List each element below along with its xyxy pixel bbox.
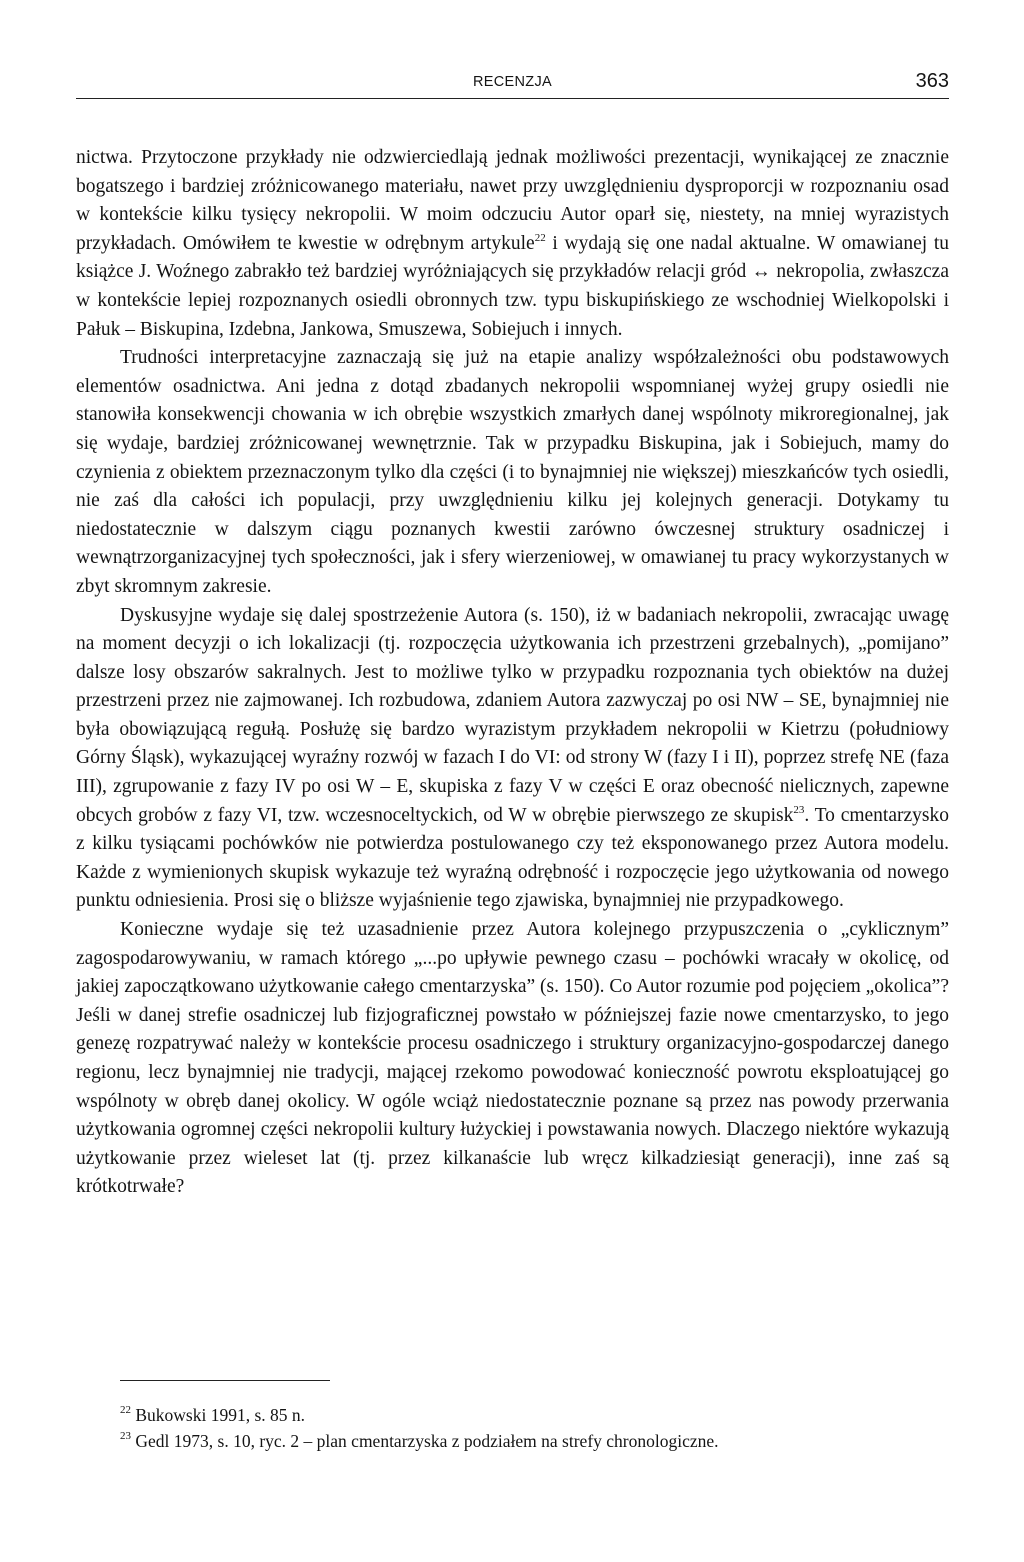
footnote-divider xyxy=(120,1380,330,1381)
paragraph-1-text-b: i wydają się one nadal aktualne. W omawianej tu książce J. Woźnego zabrakło też bardziej wyróżniających się przykładów relacji gród ↔ nekropolia, zwłaszcza w kontekście lepiej rozpoznanych osiedli obronnych tzw. typu biskupińskiego ze wschodniej Wielkopolski i Pałuk – Biskupina, Izdebna, Jankowa, Smuszewa, Sobiejuch i innych. xyxy=(76,232,949,340)
footnote-23 xyxy=(120,1428,950,1454)
footnote-ref-23: 23 xyxy=(793,803,805,816)
footnote-mark: 22 xyxy=(120,1404,131,1416)
paragraph-4: Konieczne wydaje się też uzasadnienie przez Autora kolejnego przypuszczenia o „cyklicznym” zagospodarowywaniu, w ramach którego „...po upływie pewnego czasu – pochówki wracały w okolicę, od jakiej zapoczątkowano użytkowanie całego cmentarzyska” (s. 150). Co Autor rozumie pod pojęciem „okolica”? Jeśli w danej strefie osadniczej lub fizjograficznej powstało w późniejszej fazie nowe cmentarzysko, to jego genezę rozpatrywać należy w kontekście procesu osadniczego i struktury organizacyjno-gospodarczej danego regionu, lecz bynajmniej nie tradycji, mającej rzekomo powodować konieczność powrotu eksploatującej go wspólnoty w obręb danej okolicy. W ogóle wciąż niedostatecznie poznane są przez nas powody przerwania użytkowania ogromnej części nekropolii kultury łużyckiej i powstawania nowych. Dlaczego niektóre wykazują użytkowanie przez wieleset lat (tj. przez kilkanaście lub wręcz kilkadziesiąt generacji), inne zaś są krótkotrwałe? xyxy=(76,919,949,1198)
footnotes xyxy=(120,1402,950,1454)
paragraph-1-text-a: nictwa. Przytoczone przykłady nie odzwierciedlają jednak możliwości prezentacji, wynikającej ze znacznie bogatszego i bardziej zróżnicowanego materiału, nawet przy uwzględnieniu dysproporcji w rozpoznaniu osad w kontekście kilku tysięcy nekropolii. W moim odczuciu Autor oparł się, niestety, na mniej wyrazistych przykładach. Omówiłem te kwestie w odrębnym artykule xyxy=(76,147,949,254)
body-text xyxy=(76,144,949,1202)
paragraph-3-text-a: Dyskusyjne wydaje się dalej spostrzeżenie Autora (s. 150), iż w badaniach nekropolii, zwracając uwagę na moment decyzji o ich lokalizacji (tj. rozpoczęcia użytkowania ich przestrzeni grzebalnych), „pomijano” dalsze losy obszarów sakralnych. Jest to możliwe tylko w przypadku rozpoznania tych obiektów na dużej przestrzeni przez nie zajmowanej. Ich rozbudowa, zdaniem Autora zazwyczaj po osi NW – SE, bynajmniej nie była obowiązującą regułą. Posłużę się bardzo wyrazistym przykładem nekropolii w Kietrzu (południowy Górny Śląsk), wykazującej wyraźny rozwój w fazach I do VI: od strony W (fazy I i II), poprzez strefę NE (faza III), zgrupowanie z fazy IV po osi W – E, skupiska z fazy V w części E oraz obecność nielicznych, zapewne obcych grobów z fazy VI, tzw. wczesnoceltyckich, od W w obrębie pierwszego ze skupisk xyxy=(76,604,949,826)
paragraph-2: Trudności interpretacyjne zaznaczają się już na etapie analizy współzależności obu podstawowych elementów osadnictwa. Ani jedna z dotąd zbadanych nekropolii wspomnianej wyżej grupy osiedli nie stanowiła konsekwencji chowania w ich obrębie wszystkich zmarłych danej wspólnoty mikroregionalnej, jak się wydaje, bardziej zróżnicowanej wewnętrznie. Tak w przypadku Biskupina, jak i Sobiejuch, mamy do czynienia z obiektem przeznaczonym tylko dla części (i to bynajmniej nie większej) mieszkańców tych osiedli, nie zaś dla całości ich populacji, przy uwzględnieniu kilku jej kolejnych generacji. Dotykamy tu niedostatecznie w dalszym ciągu poznanych kwestii zarówno ówczesnej struktury osadniczej i wewnątrzorganizacyjnej tych społeczności, jak i sfery wierzeniowej, w omawianej tu pracy wykorzystanych w zbyt skromnym zakresie. xyxy=(76,347,949,597)
footnote-mark: 23 xyxy=(120,1430,131,1442)
page-number: 363 xyxy=(915,70,949,92)
footnote-text: Gedl 1973, s. 10, ryc. 2 – plan cmentarzyska z podziałem na strefy chronologiczne. xyxy=(131,1431,719,1451)
paragraph-3 xyxy=(76,602,949,917)
footnote-ref-22: 22 xyxy=(534,231,546,244)
footnote-text: Bukowski 1991, s. 85 n. xyxy=(131,1405,306,1425)
paragraph-1 xyxy=(76,144,949,344)
page-header xyxy=(76,64,949,99)
running-head: RECENZJA xyxy=(473,74,552,90)
footnote-22 xyxy=(120,1402,950,1428)
paragraph-3-text-b: . To cmentarzysko z kilku tysiącami pochówków nie potwierdza postulowanego czy też eksponowanego przez Autora modelu. Każde z wymienionych skupisk wykazuje też wyraźną odrębność i rozpoczęcie jego użytkowania od nowego punktu odniesienia. Prosi się o bliższe wyjaśnienie tego zjawiska, bynajmniej nie przypadkowego. xyxy=(76,804,949,912)
